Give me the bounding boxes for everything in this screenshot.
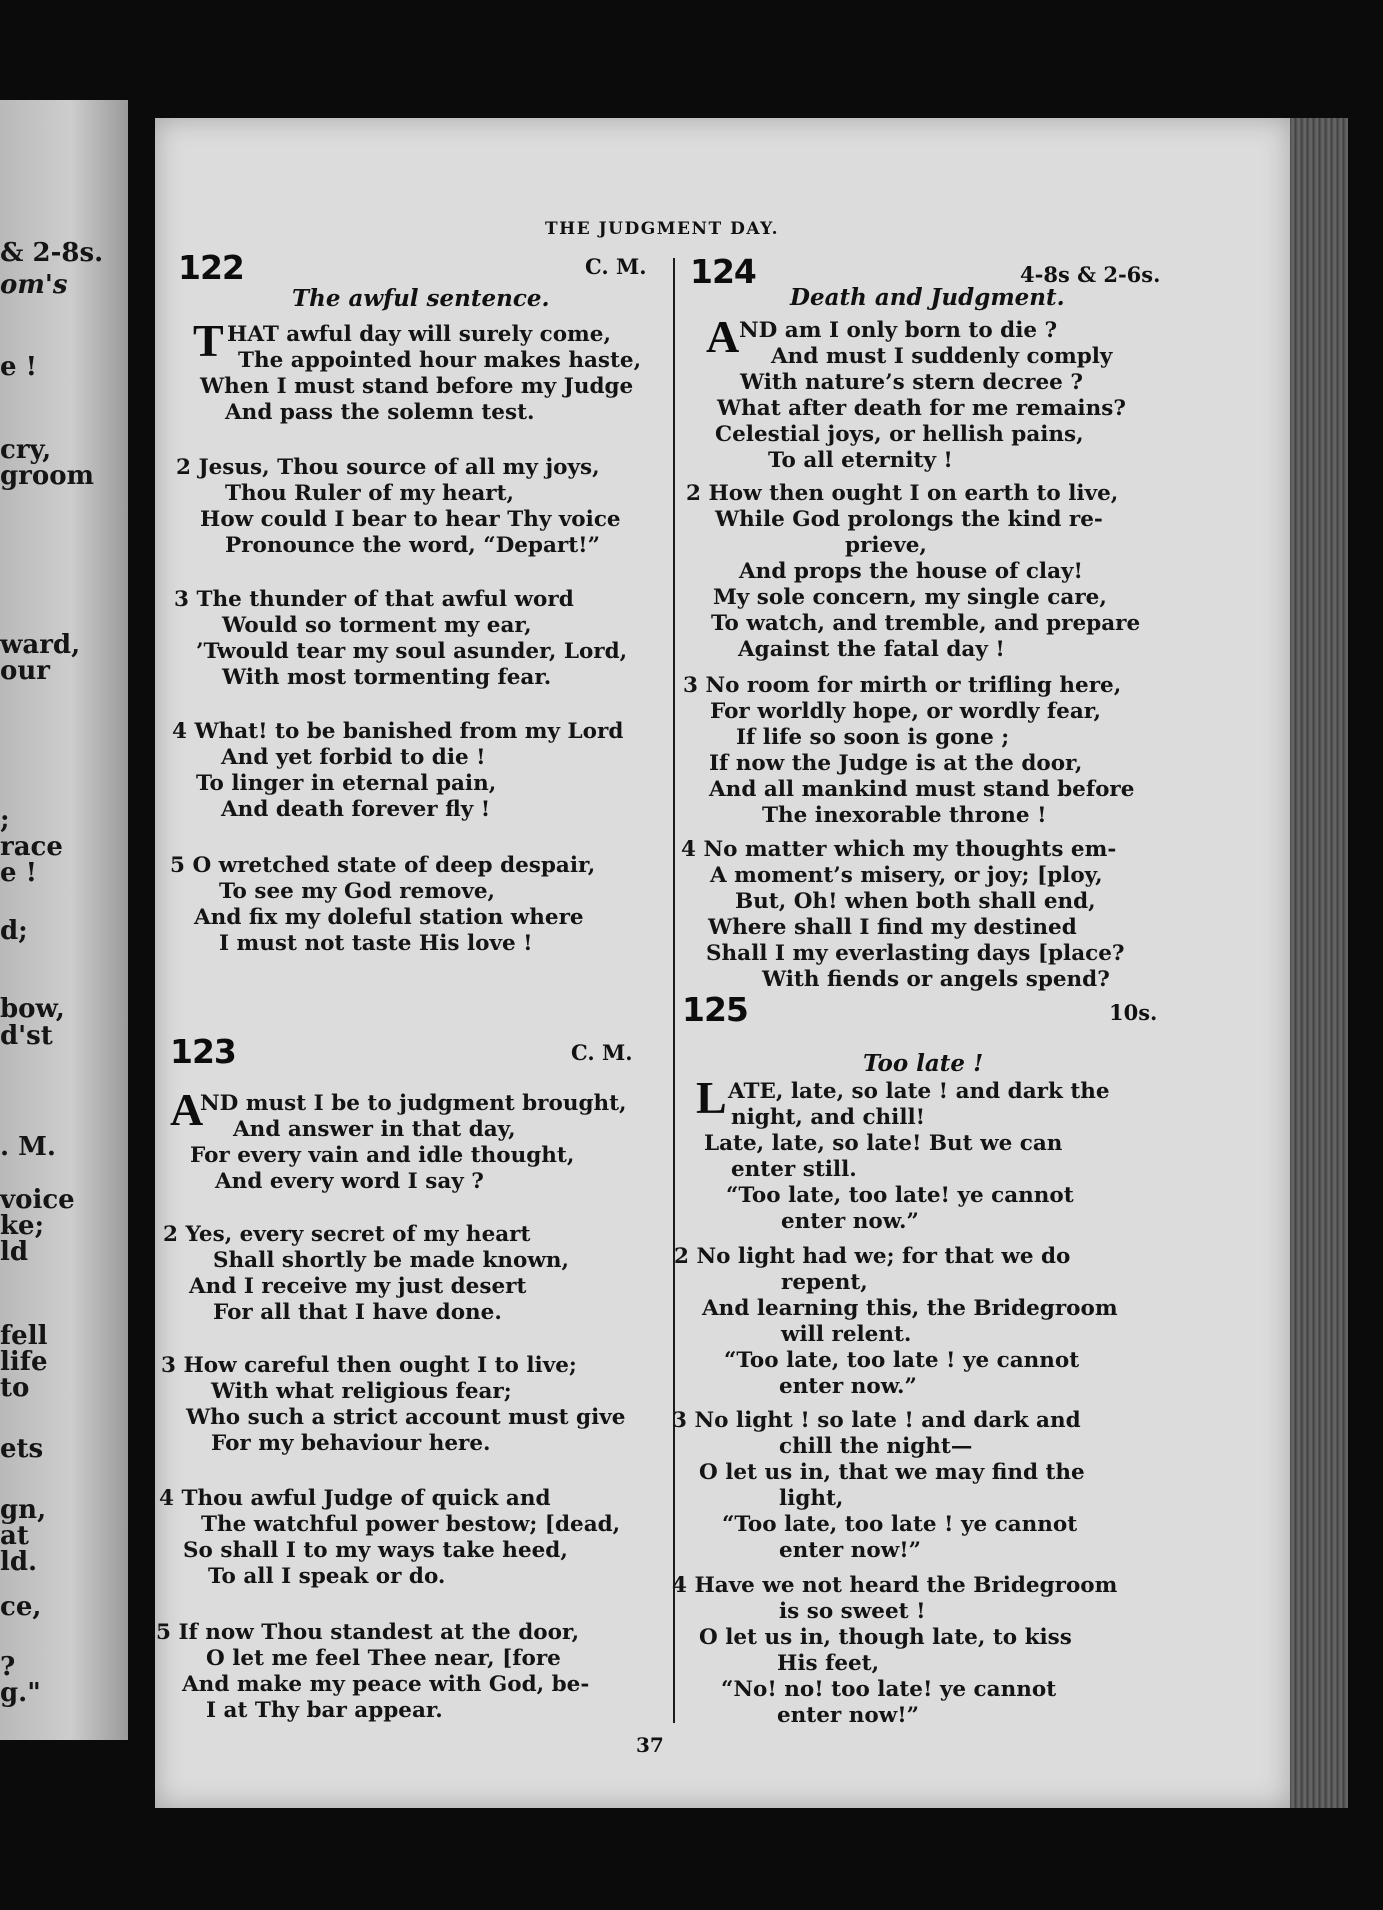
hymn-line: For every vain and idle thought,	[190, 1143, 575, 1168]
drop-cap: T	[193, 315, 224, 366]
hymn-line: And make my peace with God, be-	[182, 1672, 590, 1697]
hymn-line: Pronounce the word, “Depart!”	[225, 533, 600, 558]
hymn-line: prieve,	[845, 533, 927, 558]
margin-fragment: to	[0, 1373, 30, 1403]
hymn-line: enter now!”	[777, 1703, 920, 1728]
margin-fragment: e !	[0, 858, 38, 888]
hymn-number: 123	[170, 1032, 236, 1071]
hymn-meter: 10s.	[1109, 1000, 1158, 1025]
hymn-line: night, and chill!	[731, 1105, 926, 1130]
margin-fragment: . M.	[0, 1132, 56, 1162]
hymn-line: “No! no! too late! ye cannot	[721, 1677, 1057, 1702]
drop-cap: A	[170, 1084, 204, 1135]
hymn-line: To all I speak or do.	[208, 1564, 446, 1589]
hymn-line: enter now.”	[781, 1209, 919, 1234]
hymn-line: And death forever fly !	[221, 797, 491, 822]
hymn-line: O let us in, though late, to kiss	[699, 1625, 1072, 1650]
hymn-line: Late, late, so late! But we can	[704, 1131, 1063, 1156]
hymn-line: enter now.”	[779, 1374, 917, 1399]
hymn-line: When I must stand before my Judge	[200, 374, 634, 399]
hymn-line: 2 Jesus, Thou source of all my joys,	[176, 455, 600, 480]
margin-fragment: groom	[0, 461, 95, 491]
hymn-line: 3 No room for mirth or trifling here,	[683, 673, 1122, 698]
hymn-line: enter still.	[731, 1157, 857, 1182]
hymn-line: How could I bear to hear Thy voice	[200, 507, 621, 532]
hymn-meter: C. M.	[585, 254, 647, 279]
hymn-line: Thou Ruler of my heart,	[225, 481, 515, 506]
hymn-line: 3 The thunder of that awful word	[174, 587, 574, 612]
hymn-line: With nature’s stern decree ?	[740, 370, 1083, 395]
margin-fragment: at	[0, 1521, 29, 1551]
hymn-line: chill the night—	[779, 1434, 973, 1459]
column-divider	[673, 258, 675, 1723]
hymn-line: But, Oh! when both shall end,	[735, 889, 1096, 914]
hymn-line: 4 No matter which my thoughts em-	[681, 837, 1117, 862]
margin-fragment: bow,	[0, 994, 65, 1024]
margin-fragment: ke;	[0, 1211, 45, 1241]
hymn-line: A moment’s misery, or joy; [ploy,	[710, 863, 1103, 888]
hymn-line: Celestial joys, or hellish pains,	[715, 422, 1084, 447]
hymn-line: My sole concern, my single care,	[713, 585, 1107, 610]
hymn-title: Death and Judgment.	[790, 284, 1065, 311]
hymn-line: O let me feel Thee near, [fore	[206, 1646, 561, 1671]
hymn-line: I must not taste His love !	[219, 931, 533, 956]
margin-fragment: fell	[0, 1321, 48, 1351]
hymn-line: So shall I to my ways take heed,	[183, 1538, 568, 1563]
hymn-line: Shall I my everlasting days [place?	[706, 941, 1125, 966]
hymn-line: “Too late, too late ! ye cannot	[722, 1512, 1078, 1537]
hymn-line: ATE, late, so late ! and dark the	[728, 1079, 1110, 1104]
margin-fragment: ld	[0, 1237, 29, 1267]
hymn-number: 125	[682, 990, 748, 1029]
margin-fragment: e !	[0, 352, 38, 382]
hymn-line: 2 Yes, every secret of my heart	[163, 1222, 531, 1247]
hymn-line: And yet forbid to die !	[221, 745, 486, 770]
hymn-line: 3 No light ! so late ! and dark and	[672, 1408, 1081, 1433]
hymn-line: HAT awful day will surely come,	[227, 322, 611, 347]
margin-fragment: & 2-8s.	[0, 238, 104, 268]
hymn-line: To watch, and tremble, and prepare	[711, 611, 1141, 636]
hymn-line: With fiends or angels spend?	[762, 967, 1110, 992]
hymn-line: “Too late, too late ! ye cannot	[724, 1348, 1080, 1373]
margin-fragment: d'st	[0, 1021, 53, 1051]
margin-fragment: ets	[0, 1434, 44, 1464]
hymn-line: For my behaviour here.	[211, 1431, 491, 1456]
hymn-line: 3 How careful then ought I to live;	[161, 1353, 577, 1378]
hymn-line: To see my God remove,	[219, 879, 496, 904]
hymn-line: 5 If now Thou standest at the door,	[156, 1620, 580, 1645]
margin-fragment: ;	[0, 805, 10, 835]
hymn-line: While God prolongs the kind re-	[715, 507, 1103, 532]
drop-cap: A	[706, 311, 740, 362]
hymn-line: To all eternity !	[768, 448, 953, 473]
hymn-line: Where shall I find my destined	[708, 915, 1077, 940]
hymn-line: 2 How then ought I on earth to live,	[686, 481, 1119, 506]
hymn-line: “Too late, too late! ye cannot	[726, 1183, 1074, 1208]
margin-fragment: ld.	[0, 1547, 38, 1577]
hymn-line: And I receive my just desert	[189, 1274, 527, 1299]
hymn-line: 4 Thou awful Judge of quick and	[159, 1486, 551, 1511]
margin-fragment: cry,	[0, 435, 52, 465]
hymn-line: And fix my doleful station where	[194, 905, 584, 930]
hymn-line: ’Twould tear my soul asunder, Lord,	[196, 639, 628, 664]
hymn-line: With most tormenting fear.	[222, 665, 552, 690]
hymn-line: And answer in that day,	[233, 1117, 516, 1142]
hymn-line: 4 What! to be banished from my Lord	[172, 719, 624, 744]
hymn-line: Would so torment my ear,	[222, 613, 532, 638]
hymn-line: Shall shortly be made known,	[213, 1248, 569, 1273]
margin-fragment: ?	[0, 1652, 16, 1682]
hymn-line: is so sweet !	[779, 1599, 926, 1624]
hymn-line: If life so soon is gone ;	[736, 725, 1010, 750]
margin-fragment: om's	[0, 270, 68, 300]
hymn-line: For worldly hope, or wordly fear,	[710, 699, 1102, 724]
hymn-line: 2 No light had we; for that we do	[674, 1244, 1071, 1269]
page-number: 37	[636, 1733, 664, 1757]
margin-fragment: d;	[0, 916, 28, 946]
hymn-title: The awful sentence.	[292, 285, 550, 312]
hymn-line: Against the fatal day !	[738, 637, 1005, 662]
drop-cap: L	[696, 1072, 727, 1123]
hymn-number: 122	[178, 248, 244, 287]
margin-fragment: race	[0, 832, 63, 862]
hymn-line: will relent.	[781, 1322, 912, 1347]
hymn-line: light,	[779, 1486, 844, 1511]
hymn-line: The watchful power bestow; [dead,	[201, 1512, 621, 1537]
hymn-line: And pass the solemn test.	[225, 400, 535, 425]
hymn-line: 4 Have we not heard the Bridegroom	[672, 1573, 1118, 1598]
hymn-line: ND am I only born to die ?	[739, 318, 1058, 343]
hymn-line: If now the Judge is at the door,	[709, 751, 1083, 776]
hymn-line: To linger in eternal pain,	[196, 771, 497, 796]
hymn-line: And props the house of clay!	[739, 559, 1083, 584]
hymn-line: And all mankind must stand before	[709, 777, 1135, 802]
hymn-line: Who such a strict account must give	[186, 1405, 626, 1430]
hymn-line: I at Thy bar appear.	[206, 1698, 443, 1723]
hymn-line: And every word I say ?	[215, 1169, 484, 1194]
hymn-line: ND must I be to judgment brought,	[200, 1091, 627, 1116]
hymn-line: What after death for me remains?	[717, 396, 1126, 421]
hymn-line: The appointed hour makes haste,	[238, 348, 642, 373]
margin-fragment: our	[0, 656, 50, 686]
page-edge	[1290, 118, 1348, 1808]
margin-fragment: ce,	[0, 1592, 42, 1622]
hymn-line: And learning this, the Bridegroom	[702, 1296, 1118, 1321]
left-page-margin	[0, 100, 128, 1740]
hymn-line: O let us in, that we may find the	[699, 1460, 1085, 1485]
running-head: THE JUDGMENT DAY.	[545, 219, 780, 239]
hymn-line: His feet,	[777, 1651, 880, 1676]
hymn-line: The inexorable throne !	[762, 803, 1047, 828]
hymn-meter: C. M.	[571, 1040, 633, 1065]
hymn-line: repent,	[781, 1270, 868, 1295]
margin-fragment: g."	[0, 1678, 41, 1708]
hymn-meter: 4-8s & 2-6s.	[1020, 262, 1161, 287]
hymn-line: And must I suddenly comply	[771, 344, 1113, 369]
hymn-line: enter now!”	[779, 1538, 922, 1563]
margin-fragment: life	[0, 1347, 48, 1377]
margin-fragment: gn,	[0, 1495, 47, 1525]
margin-fragment: voice	[0, 1185, 75, 1215]
hymn-line: With what religious fear;	[211, 1379, 512, 1404]
hymn-title: Too late !	[863, 1050, 984, 1077]
hymn-line: For all that I have done.	[213, 1300, 502, 1325]
hymn-line: 5 O wretched state of deep despair,	[170, 853, 596, 878]
hymn-number: 124	[690, 252, 756, 291]
margin-fragment: ward,	[0, 630, 81, 660]
